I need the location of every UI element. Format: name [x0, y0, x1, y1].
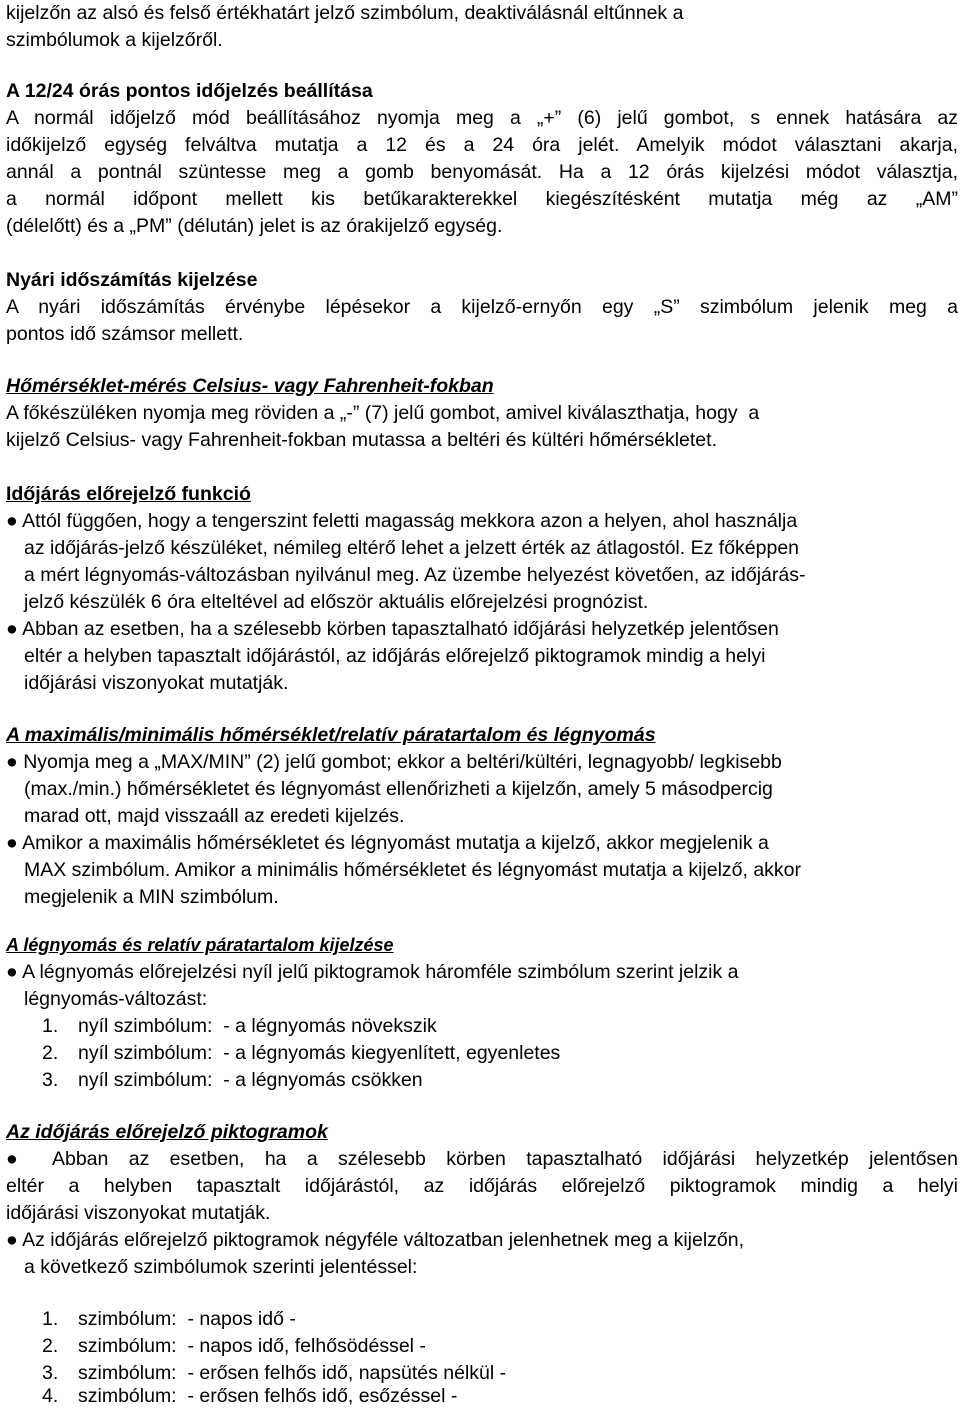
paragraph-line: A nyári időszámítás érvénybe lépésekor a kijelző-ernyőn egy „S” szimbólum jelenik meg a: [6, 296, 958, 318]
paragraph-line: (délelőtt) és a „PM” (délután) jelet is az órakijelző egység.: [6, 215, 503, 237]
paragraph-line: marad ott, majd visszaáll az eredeti kijelzés.: [24, 805, 405, 827]
paragraph-line: eltér a helyben tapasztalt időjárástól, az időjárás előrejelző piktogramok mindig a helyi: [24, 645, 766, 667]
list-item: 2. szimbólum: - napos idő, felhősödéssel -: [42, 1335, 426, 1357]
bullet-line: ● A légnyomás előrejelzési nyíl jelű piktogramok háromféle szimbólum szerint jelzik a: [6, 961, 739, 983]
paragraph-line: az időjárás-jelző készüléket, némileg eltérő lehet a jelzett érték az átlagostól. Ez főképpen: [24, 537, 800, 559]
paragraph-line: kijelző Celsius- vagy Fahrenheit-fokban mutassa a beltéri és kültéri hőmérsékletet.: [6, 429, 717, 451]
section-heading-forecast: Időjárás előrejelző funkció: [6, 483, 251, 505]
section-heading-12-24: A 12/24 órás pontos időjelzés beállítása: [6, 80, 373, 102]
list-item: 3. nyíl szimbólum: - a légnyomás csökken: [42, 1069, 423, 1091]
paragraph-line: légnyomás-változást:: [24, 988, 208, 1010]
bullet-line: ● Attól függően, hogy a tengerszint feletti magasság mekkora azon a helyen, ahol használja: [6, 510, 798, 532]
list-item: 2. nyíl szimbólum: - a légnyomás kiegyenlített, egyenletes: [42, 1042, 561, 1064]
paragraph-line: (max./min.) hőmérsékletet és légnyomást ellenőrizheti a kijelzőn, amely 5 másodpercig: [24, 778, 773, 800]
section-heading-pressure: A légnyomás és relatív páratartalom kijelzése: [6, 935, 394, 955]
paragraph-line: megjelenik a MIN szimbólum.: [24, 886, 279, 908]
bullet-line: ● Amikor a maximális hőmérsékletet és légnyomást mutatja a kijelző, akkor megjelenik a: [6, 832, 769, 854]
list-item: 1. szimbólum: - napos idő -: [42, 1308, 296, 1330]
paragraph-line: a normál időpont mellett kis betűkarakterekkel kiegészítésként mutatja még az „AM”: [6, 188, 958, 210]
paragraph-line: MAX szimbólum. Amikor a minimális hőmérsékletet és légnyomást mutatja a kijelző, akkor: [24, 859, 802, 881]
paragraph-line: szimbólumok a kijelzőről.: [6, 29, 223, 51]
bullet-line: ● Az időjárás előrejelző piktogramok négyféle változatban jelenhetnek meg a kijelzőn,: [6, 1229, 745, 1251]
paragraph-line: kijelzőn az alsó és felső értékhatárt jelző szimbólum, deaktiválásnál eltűnnek a: [6, 2, 684, 24]
bullet-line: ● Abban az esetben, ha a szélesebb körben tapasztalható időjárási helyzetkép jelentősen: [6, 618, 779, 640]
section-heading-maxmin: A maximális/minimális hőmérséklet/relatív páratartalom és légnyomás: [6, 724, 656, 746]
paragraph-line: annál a pontnál szüntesse meg a gomb benyomását. Ha a 12 órás kijelzési módot választja,: [6, 161, 958, 183]
paragraph-line: A főkészüléken nyomja meg röviden a „-” (7) jelű gombot, amivel kiválaszthatja, hogy a: [6, 402, 760, 424]
paragraph-line: időjárási viszonyokat mutatják.: [24, 672, 289, 694]
paragraph-line: pontos idő számsor mellett.: [6, 323, 244, 345]
list-item: 4. szimbólum: - erősen felhős idő, esőzéssel -: [42, 1385, 458, 1407]
paragraph-line: a következő szimbólumok szerinti jelentéssel:: [24, 1256, 418, 1278]
list-item: 1. nyíl szimbólum: - a légnyomás növekszik: [42, 1015, 437, 1037]
paragraph-line: eltér a helyben tapasztalt időjárástól, az időjárás előrejelző piktogramok mindig a helyi: [6, 1175, 958, 1197]
bullet-line: ● Nyomja meg a „MAX/MIN” (2) jelű gombot; ekkor a beltéri/kültéri, legnagyobb/ legkisebb: [6, 751, 782, 773]
section-heading-dst: Nyári időszámítás kijelzése: [6, 269, 258, 291]
paragraph-line: a mért légnyomás-változásban nyilvánul meg. Az üzembe helyezést követően, az időjárás-: [24, 564, 806, 586]
paragraph-line: A normál időjelző mód beállításához nyomja meg a „+” (6) jelű gombot, s ennek hatására az: [6, 107, 958, 129]
paragraph-line: jelző készülék 6 óra elteltével ad először aktuális előrejelzési prognózist.: [24, 591, 649, 613]
section-heading-temperature: Hőmérséklet-mérés Celsius- vagy Fahrenheit-fokban: [6, 375, 494, 397]
section-heading-pictograms: Az időjárás előrejelző piktogramok: [6, 1121, 328, 1143]
list-item: 3. szimbólum: - erősen felhős idő, napsütés nélkül -: [42, 1362, 507, 1384]
bullet-line: ● Abban az esetben, ha a szélesebb körben tapasztalható időjárási helyzetkép jelentősen: [6, 1148, 958, 1170]
paragraph-line: időjárási viszonyokat mutatják.: [6, 1202, 271, 1224]
paragraph-line: időkijelző egység felváltva mutatja a 12 és a 24 óra jelét. Amelyik módot választani akarja,: [6, 134, 958, 156]
